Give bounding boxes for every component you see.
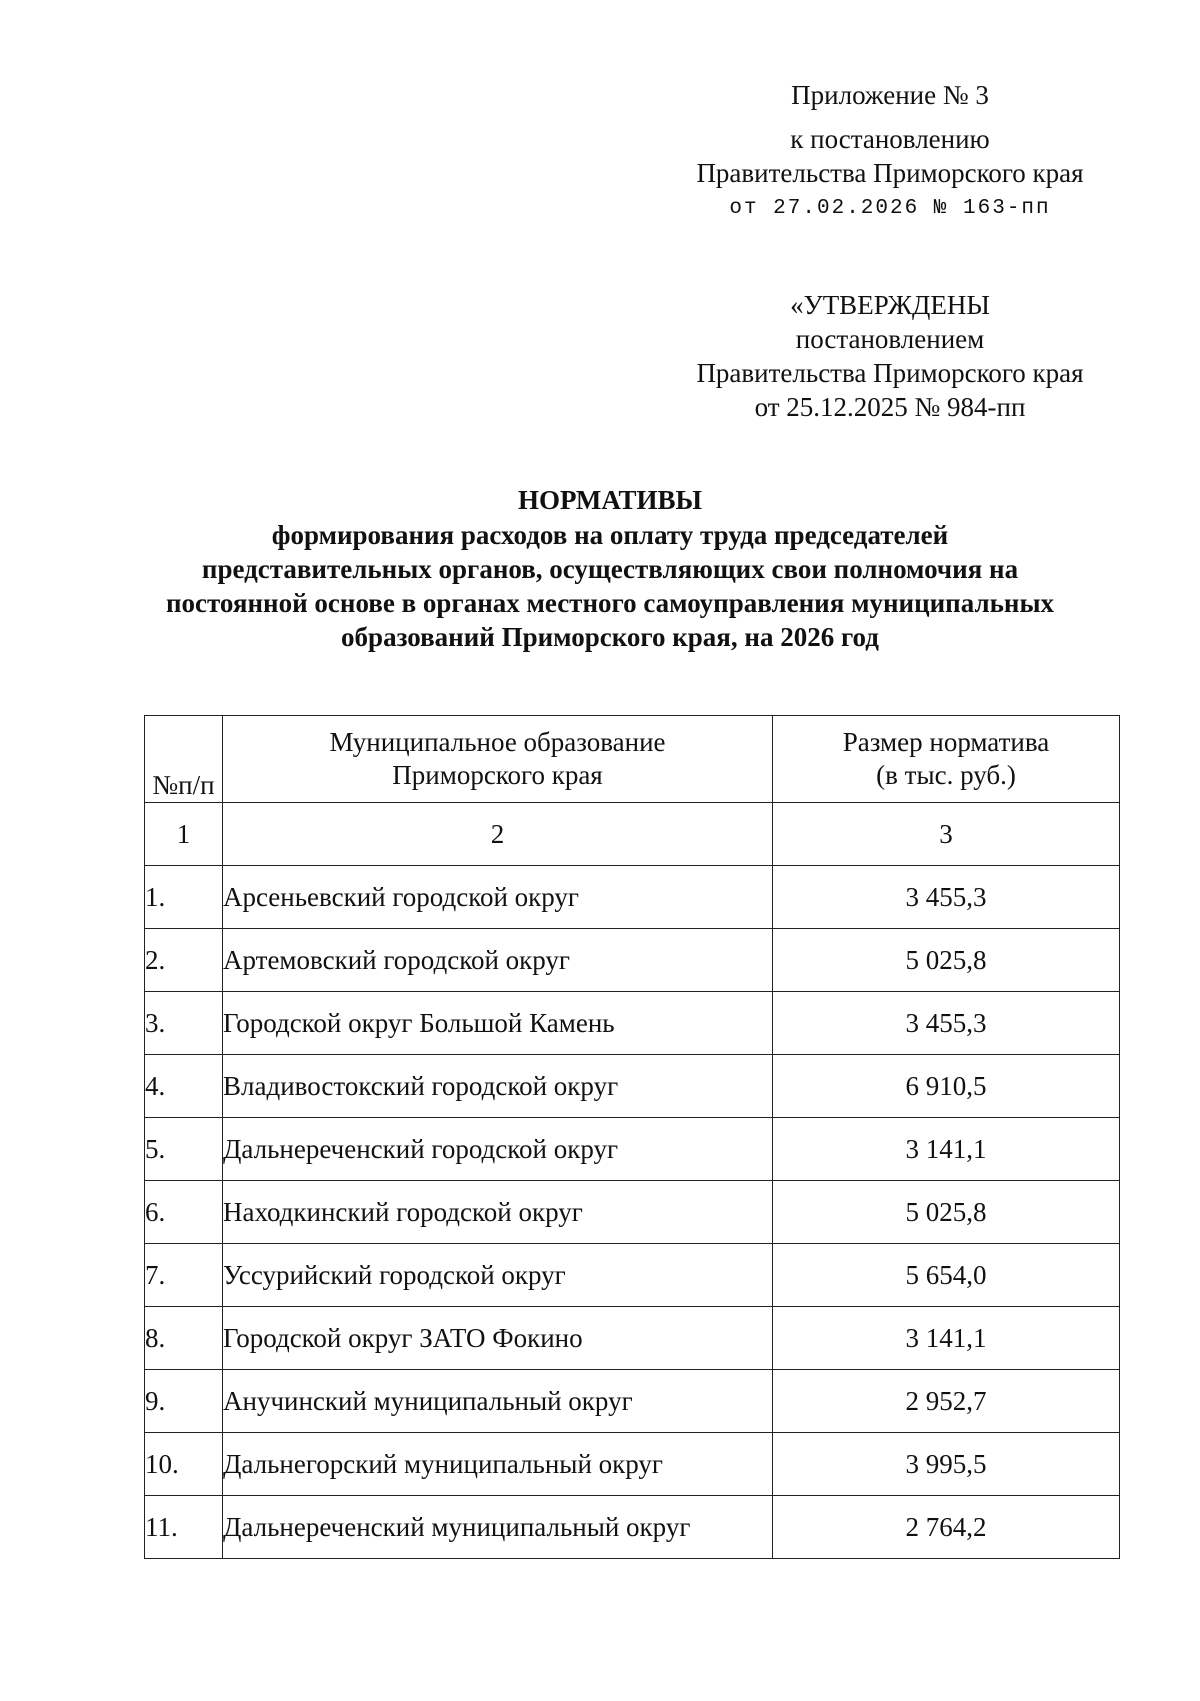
row-number: 3. [145,992,223,1055]
heading-line: образований Приморского края, на 2026 год [341,622,879,652]
approved-block [650,288,1130,424]
column-index: 2 [223,803,773,866]
row-number: 6. [145,1181,223,1244]
table-row [145,1433,1120,1496]
table-row [145,1181,1120,1244]
table-header-row [145,716,1120,803]
row-number: 9. [145,1370,223,1433]
row-value: 2 764,2 [773,1496,1120,1559]
annex-title: Приложение № 3 [791,80,989,110]
row-value: 5 025,8 [773,929,1120,992]
column-index: 1 [145,803,223,866]
norms-table [144,715,1120,1559]
header-value [773,716,1120,803]
approved-line: от 25.12.2025 № 984-пп [754,392,1026,422]
row-number: 11. [145,1496,223,1559]
row-municipality: Городской округ ЗАТО Фокино [223,1307,773,1370]
row-municipality: Уссурийский городской округ [223,1244,773,1307]
row-municipality: Находкинский городской округ [223,1181,773,1244]
table-row [145,1496,1120,1559]
column-index-row [145,803,1120,866]
row-value: 3 455,3 [773,992,1120,1055]
table-row [145,1244,1120,1307]
heading-line: формирования расходов на оплату труда председателей [271,520,949,550]
approved-line: «УТВЕРЖДЕНЫ [790,290,990,320]
row-number: 7. [145,1244,223,1307]
table-row [145,992,1120,1055]
row-value: 2 952,7 [773,1370,1120,1433]
row-value: 5 025,8 [773,1181,1120,1244]
row-value: 6 910,5 [773,1055,1120,1118]
row-number: 10. [145,1433,223,1496]
header-name-line: Муниципальное образование [329,727,666,757]
row-value: 3 995,5 [773,1433,1120,1496]
annex-line: Правительства Приморского края [696,158,1084,188]
approved-line: Правительства Приморского края [696,358,1084,388]
row-number: 5. [145,1118,223,1181]
row-value: 3 141,1 [773,1307,1120,1370]
approved-line: постановлением [795,324,985,354]
header-name [223,716,773,803]
row-value: 3 455,3 [773,866,1120,929]
annex-line: к постановлению [790,124,990,154]
annex-date-number: от 27.02.2026 № 163-пп [729,197,1051,220]
heading-title: НОРМАТИВЫ [517,485,703,515]
table-row [145,1118,1120,1181]
column-index: 3 [773,803,1120,866]
row-municipality: Дальнереченский городской округ [223,1118,773,1181]
row-number: 2. [145,929,223,992]
document-heading [120,482,1100,654]
table-row [145,929,1120,992]
table-row [145,866,1120,929]
header-value-line: (в тыс. руб.) [876,760,1016,790]
annex-block [650,78,1130,226]
table-row [145,1055,1120,1118]
heading-line: постоянной основе в органах местного самоуправления муниципальных [165,588,1055,618]
row-municipality: Дальнереченский муниципальный округ [223,1496,773,1559]
row-value: 3 141,1 [773,1118,1120,1181]
row-municipality: Дальнегорский муниципальный округ [223,1433,773,1496]
header-value-line: Размер норматива [842,727,1050,757]
row-number: 4. [145,1055,223,1118]
row-municipality: Городской округ Большой Камень [223,992,773,1055]
row-number: 1. [145,866,223,929]
table-row [145,1370,1120,1433]
row-number: 8. [145,1307,223,1370]
heading-line: представительных органов, осуществляющих свои полномочия на [201,554,1019,584]
row-municipality: Анучинский муниципальный округ [223,1370,773,1433]
row-municipality: Арсеньевский городской округ [223,866,773,929]
row-value: 5 654,0 [773,1244,1120,1307]
header-name-line: Приморского края [392,760,603,790]
header-num: №п/п [145,716,223,803]
row-municipality: Артемовский городской округ [223,929,773,992]
table-row [145,1307,1120,1370]
row-municipality: Владивостокский городской округ [223,1055,773,1118]
